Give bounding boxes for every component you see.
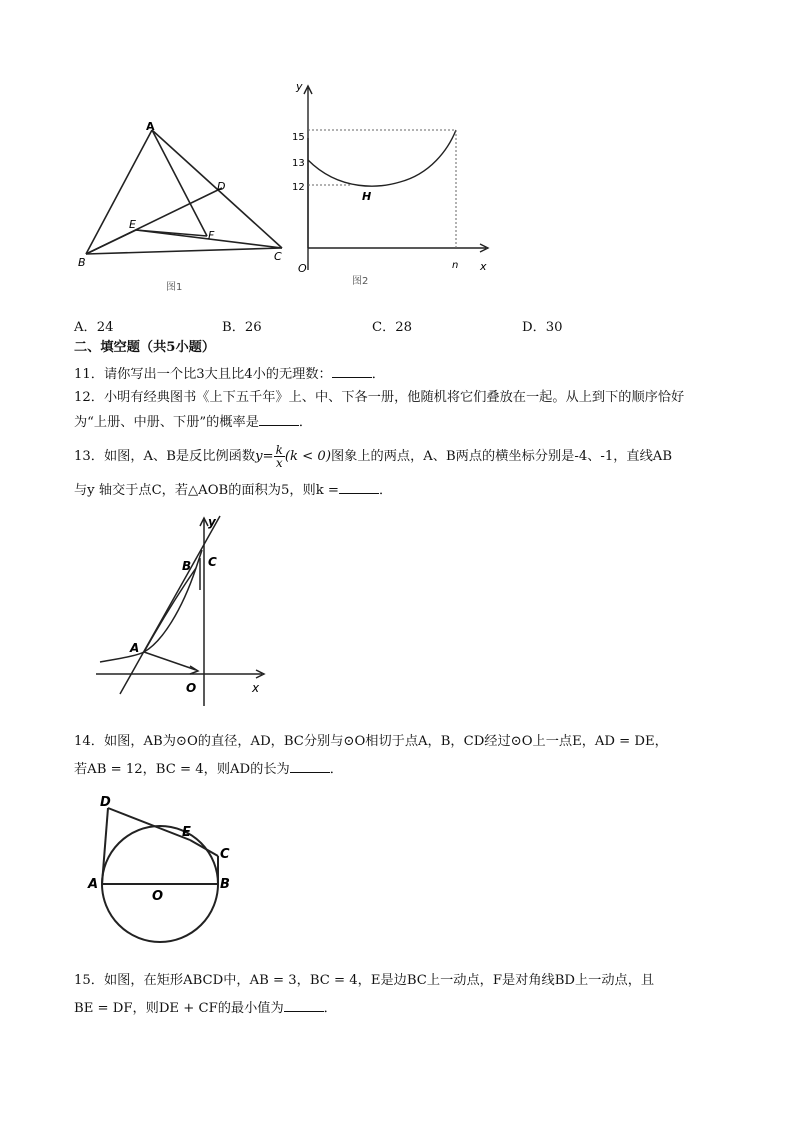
option-a-value: 24 xyxy=(96,320,114,335)
question-12-line-1: 12．小明有经典图书《上下五千年》上、中、下各一册，他随机将它们叠放在一起。从上到下的顺序恰好 xyxy=(74,390,685,405)
question-14-line-2 xyxy=(74,760,343,779)
q13-line-2-text: 与y 轴交于点C，若△AOB的面积为5，则k = xyxy=(74,483,339,498)
fig2-point-h: H xyxy=(362,190,372,203)
question-12-line-2 xyxy=(74,413,312,432)
question-14-line-1: 14．如图，AB为⊙O的直径，AD，BC分别与⊙O相切于点A，B，CD经过⊙O上一点E，AD = DE， xyxy=(74,734,668,749)
q13-fig-label-b: B xyxy=(182,559,192,573)
q14-end: ． xyxy=(329,762,343,777)
q14-answer-blank[interactable] xyxy=(290,760,330,773)
fig2-x-axis-label: x xyxy=(480,260,487,273)
option-a[interactable] xyxy=(74,316,114,335)
q13-fig-label-y: y xyxy=(208,515,216,529)
q11-answer-blank[interactable] xyxy=(332,365,372,378)
q11-text: 11．请你写出一个比3大且比4小的无理数： xyxy=(74,367,332,382)
q13-line-1-b: 图象上的两点，A、B两点的横坐标分别是-4、-1，直线AB xyxy=(330,449,673,464)
question-11 xyxy=(74,365,385,384)
question-15-line-1: 15．如图，在矩形ABCD中，AB = 3，BC = 4，E是边BC上一动点，F是对角线BD上一动点，且 xyxy=(74,973,655,988)
option-c-value: 28 xyxy=(395,320,413,335)
q13-answer-blank[interactable] xyxy=(339,481,379,494)
question-15-line-2 xyxy=(74,999,337,1018)
option-d[interactable] xyxy=(522,316,563,335)
fig1-label-d: D xyxy=(217,180,226,193)
q14-fig-label-o: O xyxy=(152,889,164,904)
q13-y: y xyxy=(255,449,263,464)
q13-fraction-num: k xyxy=(275,443,283,457)
fig1-label-f: F xyxy=(208,229,215,242)
option-d-value: 30 xyxy=(545,320,563,335)
q13-fraction-den: x xyxy=(275,456,283,470)
q14-line-2-text: 若AB = 12，BC = 4，则AD的长为 xyxy=(74,762,290,777)
q14-fig-label-d: D xyxy=(100,795,111,810)
q13-eq: = xyxy=(262,449,274,464)
option-c[interactable] xyxy=(372,316,412,335)
q13-fraction xyxy=(274,444,285,469)
q15-answer-blank[interactable] xyxy=(284,999,324,1012)
fig2-y-axis-label: y xyxy=(296,80,303,93)
option-b[interactable] xyxy=(222,316,262,335)
q13-fig-label-a: A xyxy=(130,641,140,655)
q12-answer-blank[interactable] xyxy=(259,413,299,426)
fig1-label-a: A xyxy=(146,120,155,133)
q14-fig-label-a: A xyxy=(88,877,99,892)
option-c-letter: C． xyxy=(372,320,396,335)
q12-end: ． xyxy=(298,415,313,430)
fig2-origin: O xyxy=(298,262,307,275)
fig2-tick-15: 15 xyxy=(292,132,305,143)
q13-fig-label-o: O xyxy=(186,681,197,695)
fig2-tick-13: 13 xyxy=(292,158,305,169)
q14-fig-label-c: C xyxy=(220,847,230,862)
fig1-label-c: C xyxy=(274,250,282,263)
q13-figure xyxy=(92,510,272,710)
figure-2-graph xyxy=(290,78,500,298)
q15-line-2-text: BE = DF，则DE + CF的最小值为 xyxy=(74,1001,284,1016)
option-b-letter: B． xyxy=(222,320,245,335)
q14-fig-label-b: B xyxy=(220,877,230,892)
q13-end: ． xyxy=(378,483,393,498)
option-d-letter: D． xyxy=(522,320,546,335)
section-title: 二、填空题（共5小题） xyxy=(74,340,216,355)
q15-end: ． xyxy=(323,1001,337,1016)
q14-figure xyxy=(86,788,246,958)
q12-line-2-text: 为“上册、中册、下册”的概率是 xyxy=(74,415,259,430)
q14-fig-label-e: E xyxy=(182,825,191,840)
fig1-label-b: B xyxy=(78,256,86,269)
q13-fig-label-x: x xyxy=(252,681,260,695)
question-13-line-1 xyxy=(74,444,672,469)
question-13-line-2 xyxy=(74,481,392,500)
fig1-caption: 图1 xyxy=(166,282,183,293)
option-a-letter: A． xyxy=(74,320,97,335)
q13-condition: (k < 0) xyxy=(284,449,331,464)
fig1-label-e: E xyxy=(129,218,136,231)
option-b-value: 26 xyxy=(244,320,262,335)
q13-line-1-a: 13．如图，A、B是反比例函数 xyxy=(74,449,256,464)
figure-1-triangle xyxy=(74,118,300,298)
q13-fig-label-c: C xyxy=(208,555,217,569)
fig2-caption: 图2 xyxy=(352,276,369,287)
fig2-tick-12: 12 xyxy=(292,182,305,193)
fig2-tick-n: n xyxy=(452,260,459,271)
q11-end: ． xyxy=(371,367,385,382)
